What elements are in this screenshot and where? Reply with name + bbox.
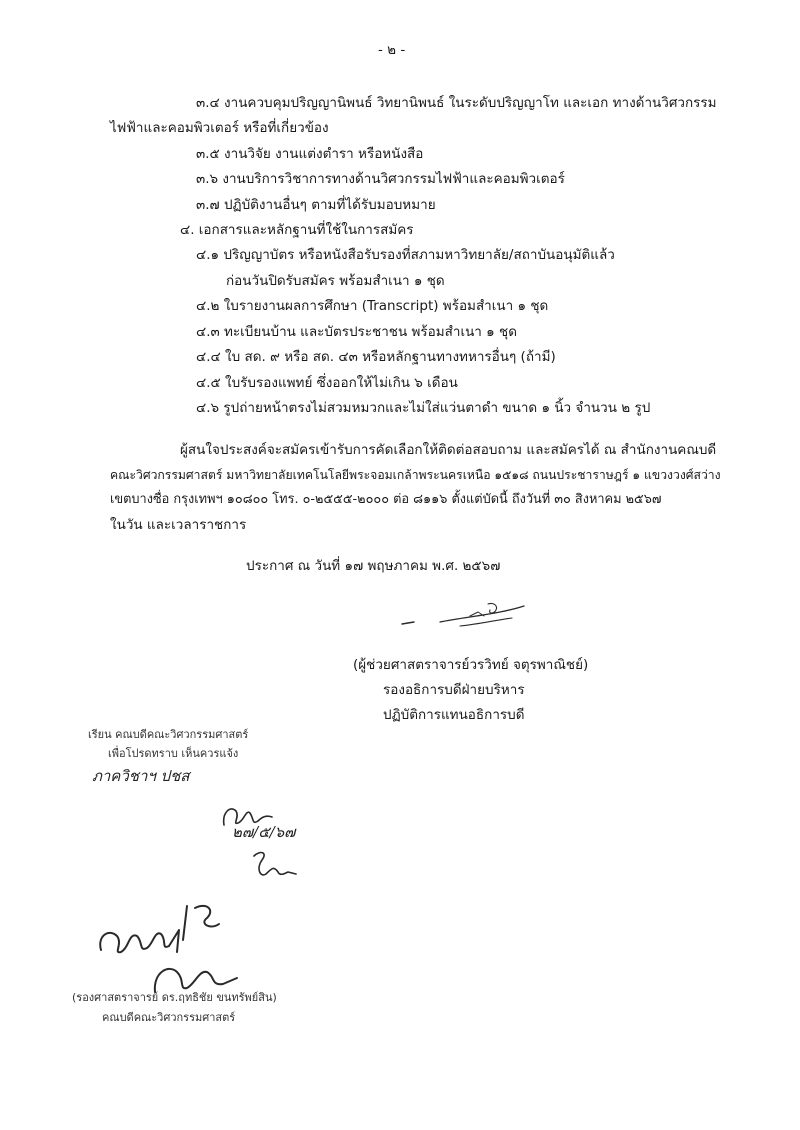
item-4-4: ๔.๔ ใบ สด. ๙ หรือ สด. ๔๓ หรือหลักฐานทางทหารอื่นๆ (ถ้ามี) bbox=[196, 349, 556, 365]
dean-title: คณบดีคณะวิศวกรรมศาสตร์ bbox=[102, 1011, 236, 1024]
item-4-3: ๔.๓ ทะเบียนบ้าน และบัตรประชาชน พร้อมสำเนา ๑ ชุด bbox=[196, 324, 517, 340]
announcement-date: ประกาศ ณ วันที่ ๑๗ พฤษภาคม พ.ศ. ๒๕๖๗ bbox=[246, 558, 501, 574]
signatory-title-2: ปฏิบัติการแทนอธิการบดี bbox=[383, 707, 525, 723]
handwritten-date: ๒๗/๕/๖๗ bbox=[232, 823, 296, 841]
page-marker: - ๒ - bbox=[378, 42, 406, 58]
contact-paragraph-line3: เขตบางซื่อ กรุงเทพฯ ๑๐๘๐๐ โทร. ๐-๒๕๕๕-๒๐๐๐ ต่อ ๘๑๑๖ ตั้งแต่บัดนี้ ถึงวันที่ ๓๐ สิงหาคม ๒๕๖๗ bbox=[110, 492, 662, 507]
routing-note-line2: เพื่อโปรดทราบ เห็นควรแจ้ง bbox=[108, 747, 239, 760]
signatory-name: (ผู้ช่วยศาสตราจารย์วรวิทย์ จตุรพาณิชย์) bbox=[353, 657, 589, 673]
handwritten-initials-2 bbox=[250, 848, 310, 888]
item-3-7: ๓.๗ ปฏิบัติงานอื่นๆ ตามที่ได้รับมอบหมาย bbox=[196, 197, 436, 213]
item-4-5: ๔.๕ ใบรับรองแพทย์ ซึ่งออกให้ไม่เกิน ๖ เดือน bbox=[196, 375, 458, 391]
contact-paragraph-line1: ผู้สนใจประสงค์จะสมัครเข้ารับการคัดเลือกให้ติดต่อสอบถาม และสมัครได้ ณ สำนักงานคณบดี bbox=[180, 442, 717, 458]
item-3-6: ๓.๖ งานบริการวิชาการทางด้านวิศวกรรมไฟฟ้าและคอมพิวเตอร์ bbox=[196, 171, 565, 187]
item-4-1-line1: ๔.๑ ปริญญาบัตร หรือหนังสือรับรองที่สภามหาวิทยาลัย/สถาบันอนุมัติแล้ว bbox=[196, 247, 615, 263]
routing-note-line3: ภาควิชาฯ ปชส bbox=[92, 767, 190, 785]
signature-vice-president bbox=[400, 598, 530, 638]
routing-note-line1: เรียน คณบดีคณะวิศวกรรมศาสตร์ bbox=[88, 728, 249, 741]
contact-paragraph-line2: คณะวิศวกรรมศาสตร์ มหาวิทยาลัยเทคโนโลยีพระจอมเกล้าพระนครเหนือ ๑๕๑๘ ถนนประชาราษฎร์ ๑ แขวงวงศ์สว่าง bbox=[110, 468, 721, 482]
dean-name: (รองศาสตราจารย์ ดร.ฤทธิชัย ขนทรัพย์สิน) bbox=[72, 991, 277, 1004]
signatory-title-1: รองอธิการบดีฝ่ายบริหาร bbox=[383, 682, 525, 698]
item-3-4-line2: ไฟฟ้าและคอมพิวเตอร์ หรือที่เกี่ยวข้อง bbox=[110, 120, 329, 136]
signature-dean bbox=[95, 900, 245, 1000]
item-3-5: ๓.๕ งานวิจัย งานแต่งตำรา หรือหนังสือ bbox=[196, 146, 424, 162]
item-3-4-line1: ๓.๔ งานควบคุมปริญญานิพนธ์ วิทยานิพนธ์ ในระดับปริญญาโท และเอก ทางด้านวิศวกรรม bbox=[196, 95, 717, 111]
item-4-6: ๔.๖ รูปถ่ายหน้าตรงไม่สวมหมวกและไม่ใส่แว่นตาดำ ขนาด ๑ นิ้ว จำนวน ๒ รูป bbox=[196, 400, 651, 416]
contact-paragraph-line4: ในวัน และเวลาราชการ bbox=[110, 517, 247, 533]
section-4-heading: ๔. เอกสารและหลักฐานที่ใช้ในการสมัคร bbox=[180, 222, 414, 238]
item-4-2: ๔.๒ ใบรายงานผลการศึกษา (Transcript) พร้อมสำเนา ๑ ชุด bbox=[196, 298, 549, 314]
item-4-1-line2: ก่อนวันปิดรับสมัคร พร้อมสำเนา ๑ ชุด bbox=[226, 273, 445, 289]
